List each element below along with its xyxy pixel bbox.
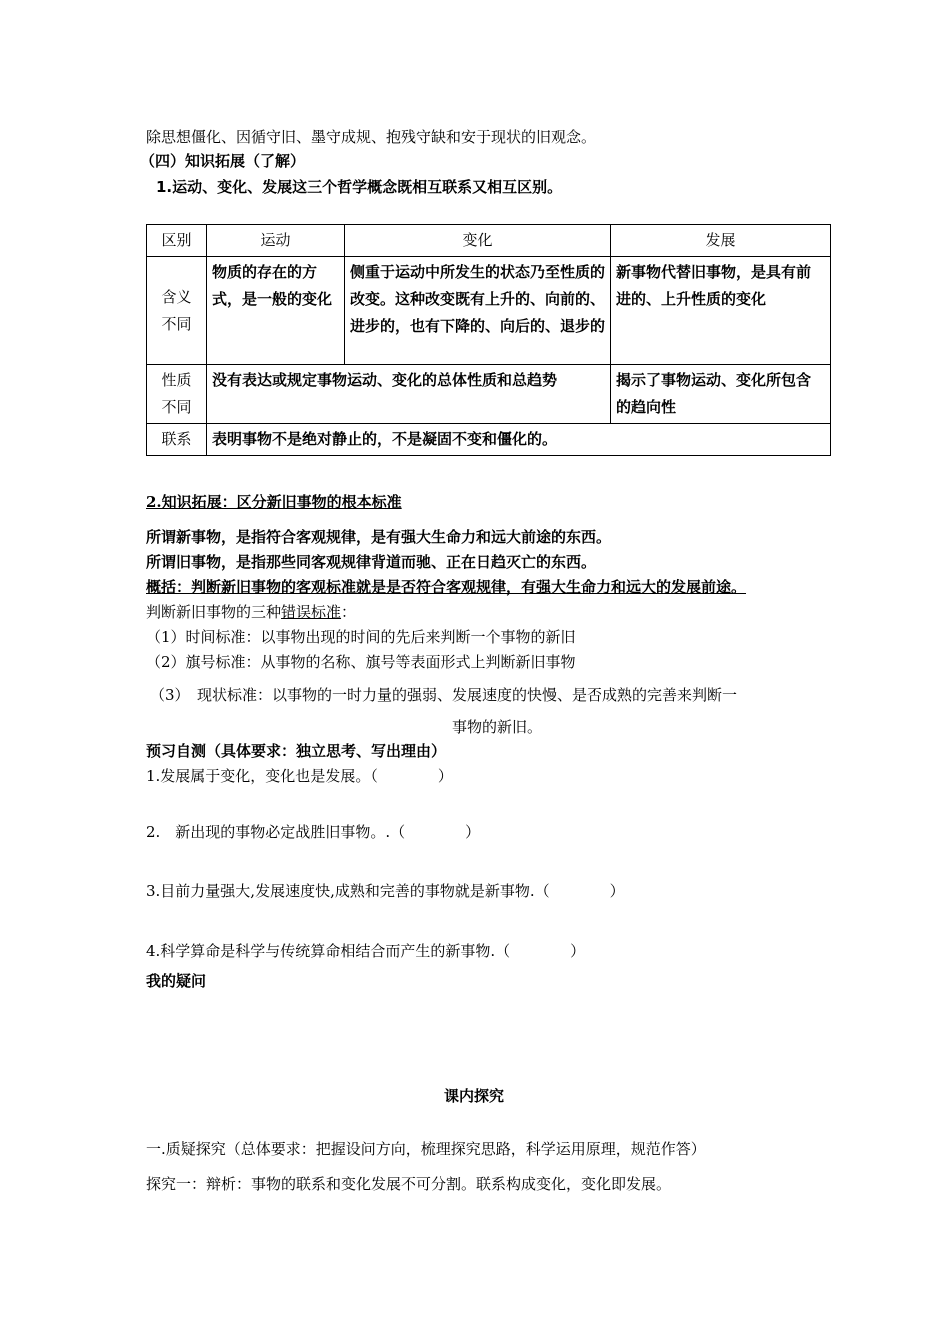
- my-question-heading: 我的疑问: [146, 972, 207, 990]
- cell-development-meaning: 新事物代替旧事物，是具有前进的、上升性质的变化: [611, 257, 831, 365]
- comparison-table: [146, 224, 831, 456]
- standard-1: （1）时间标准：以事物出现的时间的先后来判断一个事物的新旧: [146, 628, 576, 646]
- table-row: [147, 365, 831, 424]
- question-1: 1.发展属于变化，变化也是发展。（ ）: [146, 767, 453, 785]
- wrong-prefix: 判断新旧事物的三种: [146, 603, 282, 621]
- table-row: [147, 257, 831, 365]
- row-label-meaning: 含义 不同: [147, 257, 207, 365]
- cell-link: 表明事物不是绝对静止的，不是凝固不变和僵化的。: [207, 424, 831, 456]
- cell-motion-meaning: 物质的存在的方式，是一般的变化: [207, 257, 345, 365]
- point1-title: 1.运动、变化、发展这三个哲学概念既相互联系又相互区别。: [156, 178, 563, 196]
- header-cell: 变化: [345, 225, 611, 257]
- standard-3-line1: （3） 现状标准：以事物的一时力量的强弱、发展速度的快慢、是否成熟的完善来判断一: [150, 686, 738, 704]
- inquiry-intro: 一.质疑探究（总体要求：把握设问方向，梳理探究思路，科学运用原理，规范作答）: [146, 1140, 706, 1158]
- header-cell: 运动: [207, 225, 345, 257]
- cell-change-meaning: 侧重于运动中所发生的状态乃至性质的改变。这种改变既有上升的、向前的、进步的，也有下降的、向后的、退步的: [345, 257, 611, 365]
- table-row: [147, 424, 831, 456]
- header-cell: 区别: [147, 225, 207, 257]
- section4-title: （四）知识拓展（了解）: [140, 152, 306, 170]
- header-cell: 发展: [611, 225, 831, 257]
- standard-2: （2）旗号标准：从事物的名称、旗号等表面形式上判断新旧事物: [146, 653, 576, 671]
- point2-title: 2.知识拓展：区分新旧事物的根本标准: [146, 493, 402, 511]
- wrong-underlined: 错误标准: [281, 603, 342, 621]
- wrong-standards-intro: [146, 602, 356, 622]
- standard-3-line2: 事物的新旧。: [452, 718, 543, 736]
- class-inquiry-title: 课内探究: [444, 1087, 505, 1105]
- question-2: 2. 新出现的事物必定战胜旧事物。.（ ）: [146, 823, 481, 841]
- table-header-row: [147, 225, 831, 257]
- row-label-nature: 性质 不同: [147, 365, 207, 424]
- inquiry-1: 探究一：辩析：事物的联系和变化发展不可分割。联系构成变化，变化即发展。: [146, 1175, 672, 1193]
- cell-development-nature: 揭示了事物运动、变化所包含的趋向性: [611, 365, 831, 424]
- summary-line: 概括：判断新旧事物的客观标准就是是否符合客观规律，有强大生命力和远大的发展前途。: [146, 578, 747, 596]
- wrong-suffix: ：: [341, 603, 357, 621]
- question-4: 4.科学算命是科学与传统算命相结合而产生的新事物.（ ）: [146, 942, 586, 960]
- cell-motion-change-nature: 没有表达或规定事物运动、变化的总体性质和总趋势: [207, 365, 611, 424]
- new-thing-definition: 所谓新事物，是指符合客观规律，是有强大生命力和远大前途的东西。: [146, 528, 612, 546]
- row-label-link: 联系: [147, 424, 207, 456]
- question-3: 3.目前力量强大,发展速度快,成熟和完善的事物就是新事物.（ ）: [146, 882, 625, 900]
- intro-line: 除思想僵化、因循守旧、墨守成规、抱残守缺和安于现状的旧观念。: [146, 128, 597, 146]
- pretest-title: 预习自测（具体要求：独立思考、写出理由）: [146, 742, 447, 760]
- old-thing-definition: 所谓旧事物，是指那些同客观规律背道而驰、正在日趋灭亡的东西。: [146, 553, 597, 571]
